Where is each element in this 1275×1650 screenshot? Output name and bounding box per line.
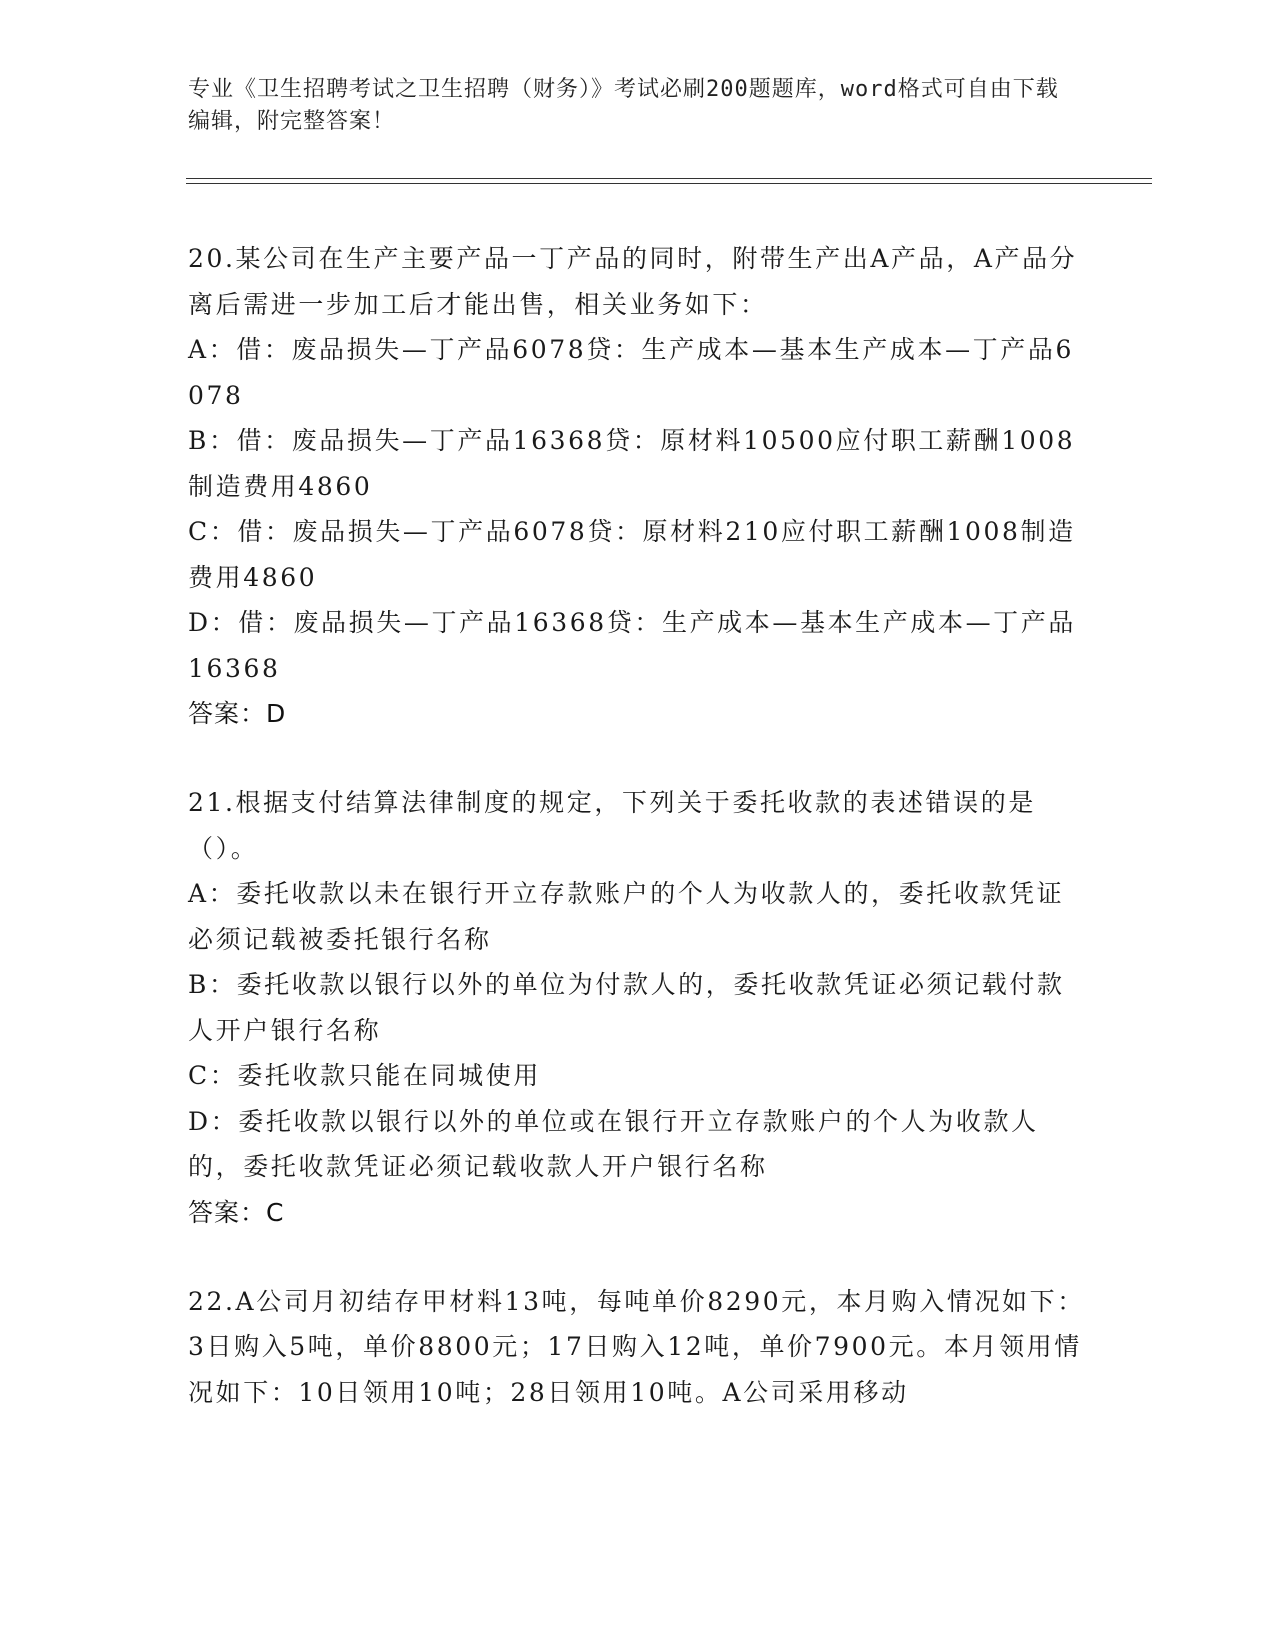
option-c: C：委托收款只能在同城使用 <box>188 1061 541 1090</box>
question-22 <box>188 1279 1088 1416</box>
option-d: D：委托收款以银行以外的单位或在银行开立存款账户的个人为收款人的，委托收款凭证必须记载收款人开户银行名称 <box>188 1106 1039 1181</box>
option-a: A：委托收款以未在银行开立存款账户的个人为收款人的，委托收款凭证必须记载被委托银行名称 <box>188 879 1065 954</box>
option-d: D：借：废品损失—丁产品16368贷：生产成本—基本生产成本—丁产品16368 <box>188 608 1076 683</box>
answer-line: 答案：D <box>188 699 287 728</box>
question-21 <box>188 780 1088 1235</box>
option-b: B：委托收款以银行以外的单位为付款人的，委托收款凭证必须记载付款人开户银行名称 <box>188 970 1065 1045</box>
option-c: C：借：废品损失—丁产品6078贷：原材料210应付职工薪酬1008制造费用4860 <box>188 517 1076 592</box>
question-stem: 20.某公司在生产主要产品一丁产品的同时，附带生产出A产品，A产品分离后需进一步加工后才能出售，相关业务如下： <box>188 244 1078 319</box>
question-stem: 21.根据支付结算法律制度的规定，下列关于委托收款的表述错误的是（）。 <box>188 788 1036 863</box>
option-a: A：借：废品损失—丁产品6078贷：生产成本—基本生产成本—丁产品6078 <box>188 335 1074 410</box>
header-divider-bottom <box>186 183 1152 184</box>
header-divider-top <box>186 178 1152 179</box>
question-20 <box>188 236 1088 736</box>
question-list <box>188 236 1088 1415</box>
document-header: 专业《卫生招聘考试之卫生招聘（财务）》考试必刷200题题库，word格式可自由下载编辑，附完整答案！ <box>188 77 1059 134</box>
question-stem: 22.A公司月初结存甲材料13吨，每吨单价8290元，本月购入情况如下：3日购入5吨，单价8800元；17日购入12吨，单价7900元。本月领用情况如下：10日领用10吨；28日领用10吨。A公司采用移动 <box>188 1286 1085 1407</box>
option-b: B：借：废品损失—丁产品16368贷：原材料10500应付职工薪酬1008制造费用4860 <box>188 426 1076 501</box>
answer-line: 答案：C <box>188 1197 285 1227</box>
